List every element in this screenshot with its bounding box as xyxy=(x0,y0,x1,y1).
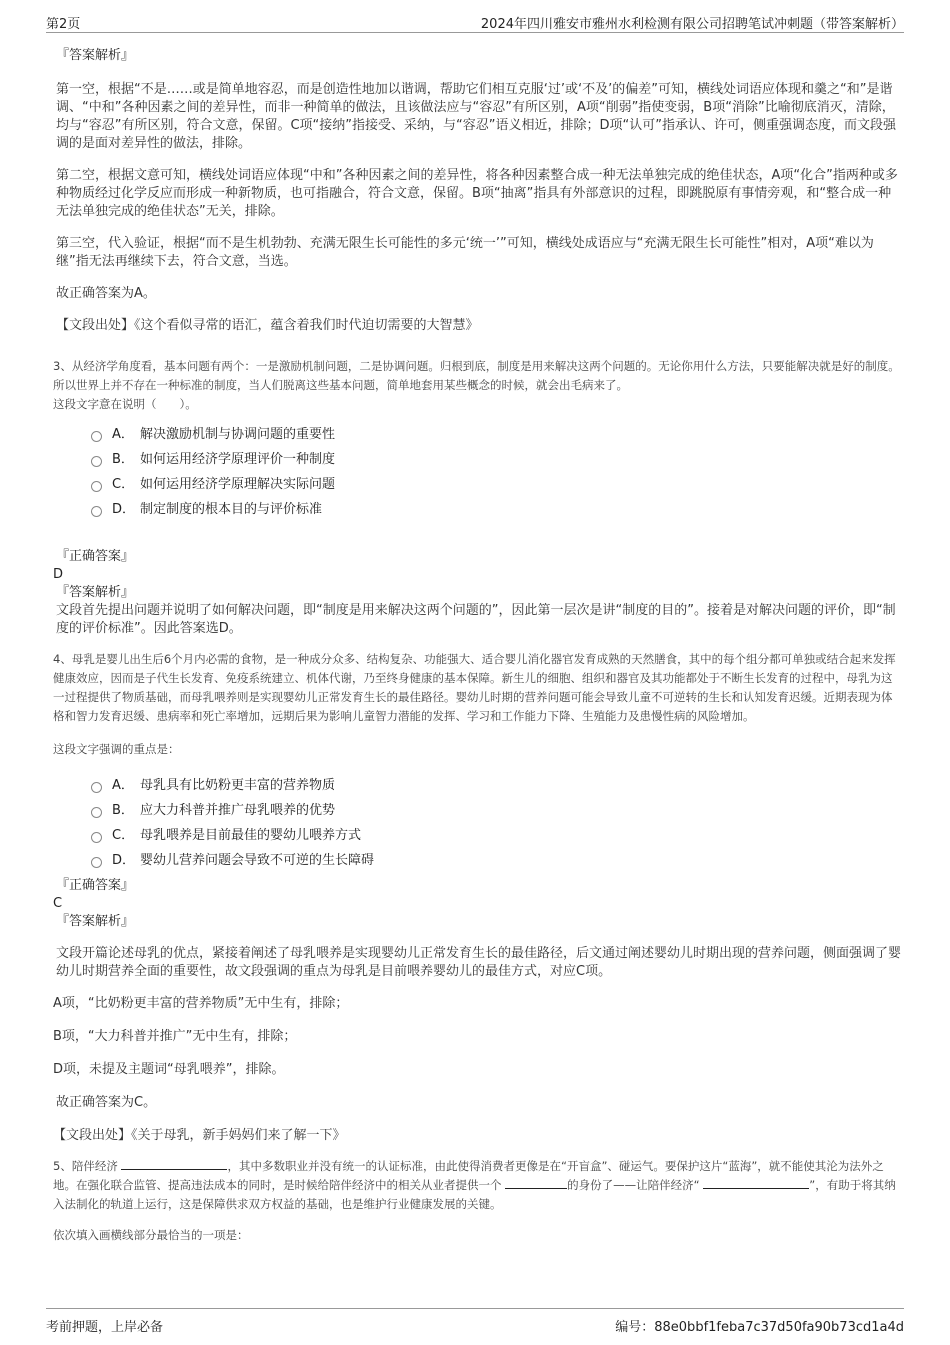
radio-icon[interactable] xyxy=(91,481,102,492)
options-list xyxy=(91,773,902,873)
analysis-label: 『答案解析』 xyxy=(56,48,135,63)
option-key: A． xyxy=(112,427,134,442)
stem-part: ，其中多数职业并没有统一的认证标准，由此使得消费者更像是在“开盲盒”、碰运气。要保护这片“蓝海”，就不能使其沦为法外之地。在强化联合监管、提高违法成本的同时，是时候给陪伴经济中的相关从业者提供一个 xyxy=(53,1159,884,1192)
option-text: 应大力科普并推广母乳喂养的优势 xyxy=(140,803,336,818)
question-prompt: 这段文字强调的重点是： xyxy=(53,742,180,756)
analysis-conclusion: 故正确答案为A。 xyxy=(56,286,156,301)
option-key: D． xyxy=(112,853,136,868)
radio-icon[interactable] xyxy=(91,832,102,843)
stem-part: 5、陪伴经济 xyxy=(53,1159,118,1173)
answer-value: D xyxy=(53,567,64,582)
answer-value: C xyxy=(53,896,63,911)
option-text: 母乳喂养是目前最佳的婴幼儿喂养方式 xyxy=(140,828,362,843)
option-key: C． xyxy=(112,477,135,492)
option-a[interactable] xyxy=(91,422,902,447)
radio-icon[interactable] xyxy=(91,431,102,442)
page-header xyxy=(46,10,904,33)
analysis-paragraph: 第三空，代入验证，根据“而不是生机勃勃、充满无限生长可能性的多元‘统一’”可知，横线处成语应与“充满无限生长可能性”相对，A项“难以为继”指无法再继续下去，符合文意，当选。 xyxy=(56,236,874,269)
option-text: 母乳具有比奶粉更丰富的营养物质 xyxy=(140,778,336,793)
option-b[interactable] xyxy=(91,447,902,472)
radio-icon[interactable] xyxy=(91,456,102,467)
analysis-paragraph: 第一空，根据“不是……或是简单地容忍，而是创造性地加以谐调，帮助它们相互克服‘过’或‘不及’的偏差”可知，横线处词语应体现和羹之“和”是谐调、“中和”各种因素之间的差异性，而非一种简单的做法，且该做法应与“容忍”有所区别，A项“削弱”指使变弱，B项“消除”比喻彻底消灭，清除，均与“容忍”有所区别，符合文意，保留。C项“接纳”指接受、采纳，与“容忍”语义相近，排除；D项“认可”指承认、许可，侧重强调态度，而文段强调的是面对差异性的做法，排除。 xyxy=(56,82,896,151)
option-key: B． xyxy=(112,803,134,818)
fill-blank-3 xyxy=(703,1176,809,1189)
option-c[interactable] xyxy=(91,823,902,848)
option-key: D． xyxy=(112,502,136,517)
analysis-text: 文段首先提出问题并说明了如何解决问题，即“制度是用来解决这两个问题的”，因此第一层次是讲“制度的目的”。接着是对解决问题的评价，即“制度的评价标准”。因此答案选D。 xyxy=(56,603,896,636)
radio-icon[interactable] xyxy=(91,782,102,793)
analysis-conclusion: 故正确答案为C。 xyxy=(56,1095,157,1110)
option-text: 如何运用经济学原理解决实际问题 xyxy=(140,477,336,492)
page-footer xyxy=(46,1308,904,1339)
page-number: 第2页 xyxy=(46,17,81,32)
question-3 xyxy=(53,357,902,638)
analysis-paragraph: 第二空，根据文意可知，横线处词语应体现“中和”各种因素之间的差异性，将各种因素整合成一种无法单独完成的绝佳状态，A项“化合”指两种或多种物质经过化学反应而形成一种新物质，也可指融合，符合文意，保留。B项“抽离”指具有外部意识的过程，即跳脱原有事情旁观，和“整合成一种无法单独完成的绝佳状态”无关，排除。 xyxy=(56,168,898,219)
option-key: B． xyxy=(112,452,134,467)
option-b[interactable] xyxy=(91,798,902,823)
source-citation: 【文段出处】《这个看似寻常的语汇，蕴含着我们时代迫切需要的大智慧》 xyxy=(56,318,479,333)
option-key: C． xyxy=(112,828,135,843)
question-stem: 3、从经济学角度看，基本问题有两个：一是激励机制问题，二是协调问题。归根到底，制度是用来解决这两个问题的。无论你用什么方法，只要能解决就是好的制度。所以世界上并不存在一种标准的制度，当人们脱离这些基本问题，简单地套用某些概念的时候，就会出毛病来了。 xyxy=(53,359,900,392)
answer-label: 『正确答案』 xyxy=(56,549,135,564)
document-id: 编号：88e0bbf1feba7c37d50fa90b73cd1a4d xyxy=(615,1320,904,1335)
option-key: A． xyxy=(112,778,134,793)
fill-blank-1 xyxy=(121,1157,227,1170)
answer-label: 『正确答案』 xyxy=(56,878,135,893)
question-5 xyxy=(53,1157,902,1245)
analysis-label: 『答案解析』 xyxy=(56,585,135,600)
option-d[interactable] xyxy=(91,497,902,522)
radio-icon[interactable] xyxy=(91,857,102,868)
question-4 xyxy=(53,650,902,1145)
option-d[interactable] xyxy=(91,848,902,873)
analysis-paragraph: A项，“比奶粉更丰富的营养物质”无中生有，排除； xyxy=(53,996,349,1011)
radio-icon[interactable] xyxy=(91,506,102,517)
options-list xyxy=(91,422,902,522)
option-text: 制定制度的根本目的与评价标准 xyxy=(140,502,323,517)
analysis-paragraph: B项，“大力科普并推广”无中生有，排除； xyxy=(53,1029,297,1044)
document-title: 2024年四川雅安市雅州水利检测有限公司招聘笔试冲刺题（带答案解析） xyxy=(480,17,904,32)
prev-question-analysis xyxy=(56,47,902,335)
question-prompt: 这段文字意在说明（ ）。 xyxy=(53,397,197,411)
stem-part: 的身份了——让陪伴经济“ xyxy=(567,1178,700,1192)
option-text: 如何运用经济学原理评价一种制度 xyxy=(140,452,336,467)
option-c[interactable] xyxy=(91,472,902,497)
radio-icon[interactable] xyxy=(91,807,102,818)
option-a[interactable] xyxy=(91,773,902,798)
analysis-label: 『答案解析』 xyxy=(56,914,135,929)
option-text: 解决激励机制与协调问题的重要性 xyxy=(140,427,336,442)
analysis-paragraph: D项，未提及主题词“母乳喂养”，排除。 xyxy=(53,1062,285,1077)
fill-blank-2 xyxy=(505,1176,567,1189)
analysis-paragraph: 文段开篇论述母乳的优点，紧接着阐述了母乳喂养是实现婴幼儿正常发育生长的最佳路径，后文通过阐述婴幼儿时期出现的营养问题，侧面强调了婴幼儿时期营养全面的重要性，故文段强调的重点为母乳是目前喂养婴幼儿的最佳方式，对应C项。 xyxy=(56,946,902,979)
page-content xyxy=(53,44,902,1245)
question-prompt: 依次填入画横线部分最恰当的一项是： xyxy=(53,1228,249,1242)
footer-slogan: 考前押题，上岸必备 xyxy=(46,1320,164,1335)
question-stem: 4、母乳是婴儿出生后6个月内必需的食物，是一种成分众多、结构复杂、功能强大、适合婴儿消化器官发育成熟的天然膳食，其中的每个组分都可单独或结合起来发挥健康效应，因而是子代生长发育、免疫系统建立、机体代谢，乃至终身健康的基本保障。新生儿的细胞、组织和器官及其功能都处于不断生长发育的过程中，母乳为这一过程提供了物质基础，而母乳喂养则是实现婴幼儿正常发育生长的最佳路径。婴幼儿时期的营养问题可能会导致儿童不可逆转的生长和认知发育迟缓。近期表现为体格和智力发育迟缓、患病率和死亡率增加，远期后果为影响儿童智力潜能的发挥、学习和工作能力下降、生殖能力及患慢性病的风险增加。 xyxy=(53,652,896,723)
stem-part: ”，有助于将其纳入法制化的轨道上运行，这是保障供求双方权益的基础，也是维护行业健康发展的关键。 xyxy=(53,1178,896,1211)
source-citation: 【文段出处】《关于母乳，新手妈妈们来了解一下》 xyxy=(53,1128,346,1143)
question-stem xyxy=(53,1157,902,1214)
option-text: 婴幼儿营养问题会导致不可逆的生长障碍 xyxy=(140,853,375,868)
